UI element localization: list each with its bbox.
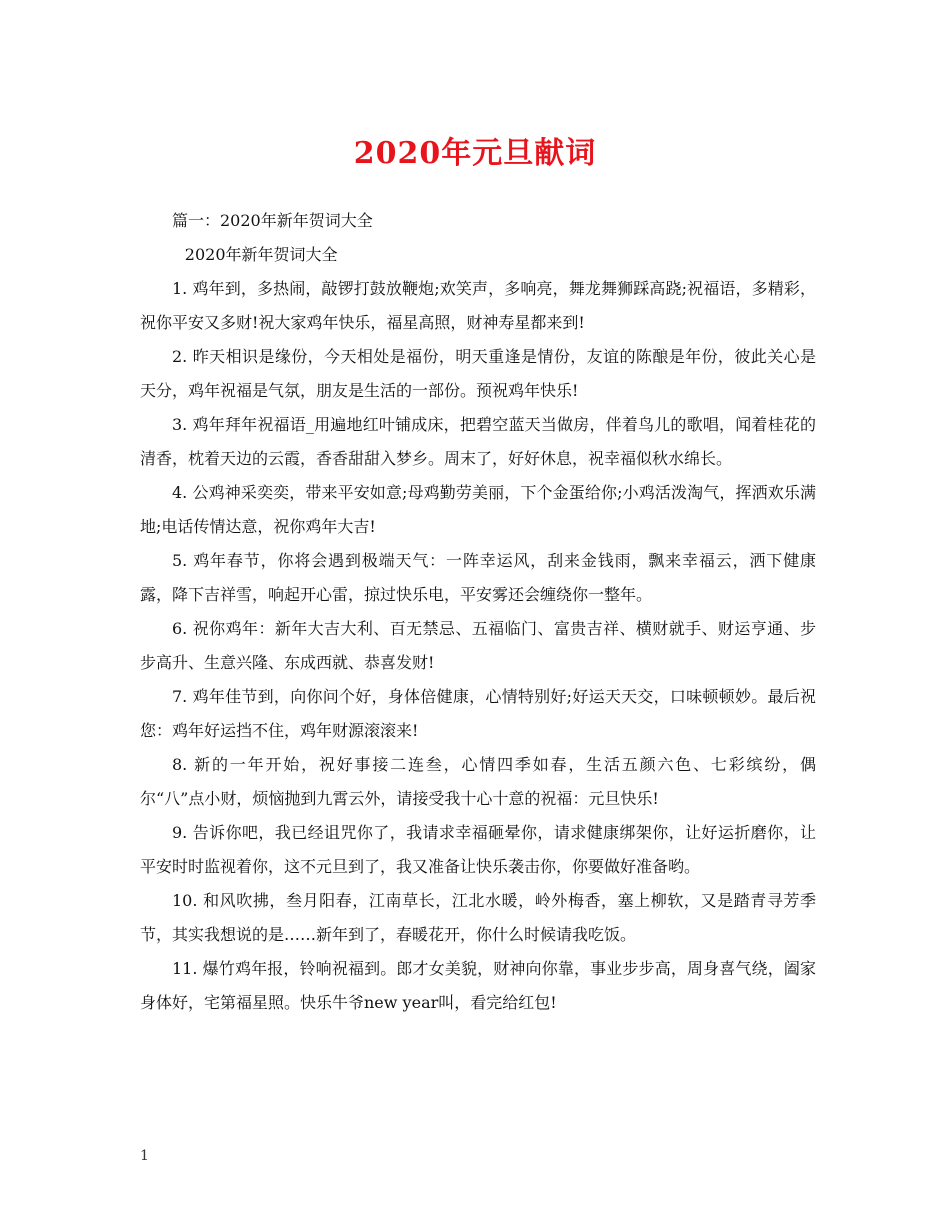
paragraph: 9. 告诉你吧，我已经诅咒你了，我请求幸福砸晕你，请求健康绑架你，让好运折磨你，让平安时时监视着你，这不元旦到了，我又准备让快乐袭击你，你要做好准备哟。 [140, 823, 816, 876]
document-body [140, 204, 816, 1020]
section-heading: 篇一：2020年新年贺词大全 [172, 211, 373, 230]
page-number: 1 [140, 1148, 149, 1164]
document-title: 2020年元旦献词 [353, 136, 597, 171]
paragraph: 8. 新的一年开始，祝好事接二连叁，心情四季如春，生活五颜六色、七彩缤纷，偶尔“八”点小财，烦恼抛到九霄云外，请接受我十心十意的祝福：元旦快乐! [140, 755, 816, 808]
paragraph: 6. 祝你鸡年：新年大吉大利、百无禁忌、五福临门、富贵吉祥、横财就手、财运亨通、步步高升、生意兴隆、东成西就、恭喜发财! [140, 619, 816, 672]
paragraph: 5. 鸡年春节，你将会遇到极端天气：一阵幸运风，刮来金钱雨，飘来幸福云，洒下健康露，降下吉祥雪，响起开心雷，掠过快乐电，平安雾还会缠绕你一整年。 [140, 551, 816, 604]
paragraph: 4. 公鸡神采奕奕，带来平安如意;母鸡勤劳美丽，下个金蛋给你;小鸡活泼淘气，挥洒欢乐满地;电话传情达意，祝你鸡年大吉! [140, 483, 816, 536]
paragraph: 1. 鸡年到，多热闹，敲锣打鼓放鞭炮;欢笑声，多响亮，舞龙舞狮踩高跷;祝福语，多精彩，祝你平安又多财!祝大家鸡年快乐，福星高照，财神寿星都来到! [140, 279, 816, 332]
sub-heading: 2020年新年贺词大全 [184, 245, 338, 264]
paragraph: 10. 和风吹拂，叁月阳春，江南草长，江北水暖，岭外梅香，塞上柳软，又是踏青寻芳季节，其实我想说的是……新年到了，春暖花开，你什么时候请我吃饭。 [140, 891, 816, 944]
paragraph: 2. 昨天相识是缘份，今天相处是福份，明天重逢是情份，友谊的陈酿是年份，彼此关心是天分，鸡年祝福是气氛，朋友是生活的一部份。预祝鸡年快乐! [140, 347, 816, 400]
paragraph: 7. 鸡年佳节到，向你问个好，身体倍健康，心情特别好;好运天天交，口味顿顿妙。最后祝您：鸡年好运挡不住，鸡年财源滚滚来! [140, 687, 816, 740]
paragraph: 11. 爆竹鸡年报，铃响祝福到。郎才女美貌，财神向你靠，事业步步高，周身喜气绕，阖家身体好，宅第福星照。快乐牛爷new year叫，看完给红包! [140, 959, 816, 1012]
paragraph: 3. 鸡年拜年祝福语_用遍地红叶铺成床，把碧空蓝天当做房，伴着鸟儿的歌唱，闻着桂花的清香，枕着天边的云霞，香香甜甜入梦乡。周末了，好好休息，祝幸福似秋水绵长。 [140, 415, 816, 468]
